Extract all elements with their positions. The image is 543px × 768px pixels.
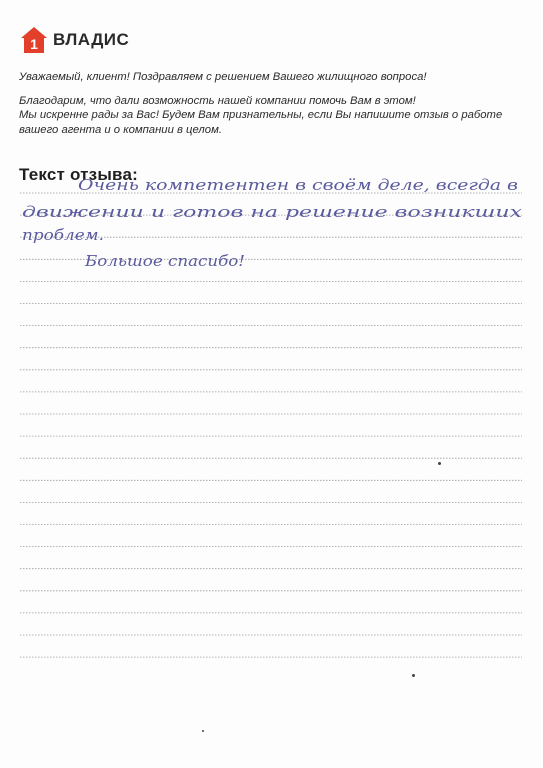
thanks-line: Благодарим, что дали возможность нашей компании помочь Вам в этом!	[19, 94, 416, 107]
speck	[438, 462, 441, 465]
greeting-line: Уважаемый, клиент! Поздравляем с решением Вашего жилищного вопроса!	[19, 71, 427, 83]
handwritten-line-4: Большое спасибо!	[83, 252, 246, 270]
handwritten-line-1: Очень компетентен в своём деле, всегда в	[78, 176, 519, 194]
review-title: Текст отзыва:	[19, 165, 138, 184]
handwritten-line-3: проблем.	[22, 226, 104, 244]
brand-name: ВЛАДИС	[53, 30, 130, 49]
logo-number: 1	[30, 36, 38, 52]
handwritten-line-2: движении и готов на решение возникших	[22, 203, 523, 221]
request-line: Мы искренне рады за Вас! Будем Вам признательны, если Вы напишите отзыв о работе	[19, 109, 503, 121]
speck	[412, 674, 415, 677]
speck	[202, 730, 204, 732]
request-line-continued: вашего агента и о компании в целом.	[19, 123, 222, 136]
